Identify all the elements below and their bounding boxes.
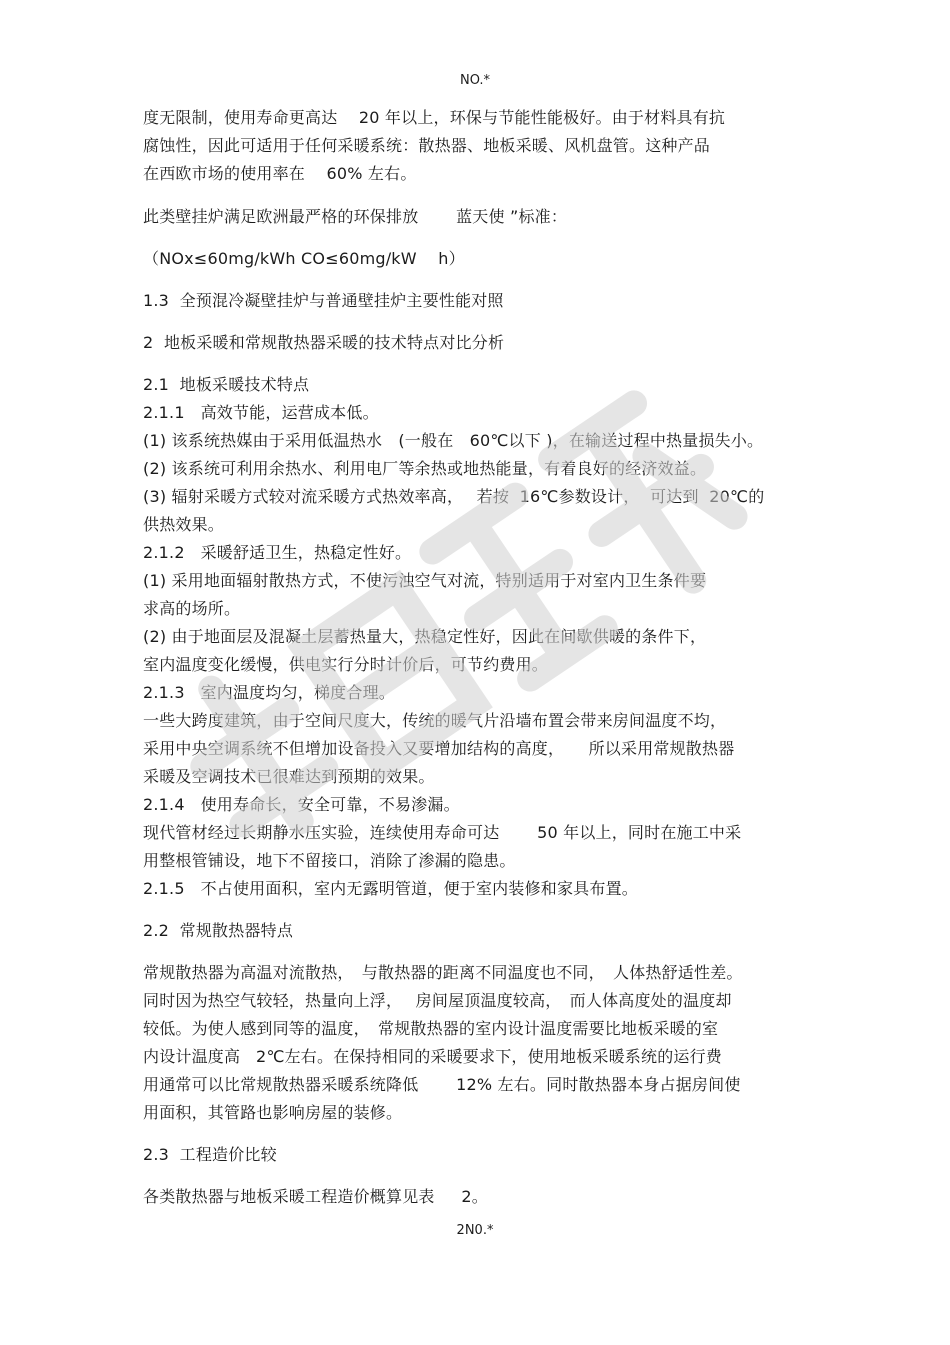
text-line: 采用中央空调系统不但增加设备投入又要增加结构的高度， 所以采用常规散热器 (143, 739, 735, 758)
text-line: 同时因为热空气较轻，热量向上浮， 房间屋顶温度较高， 而人体高度处的温度却 (143, 991, 732, 1010)
text-line: 室内温度变化缓慢，供电实行分时计价后，可节约费用。 (143, 655, 549, 674)
text-line: 各类散热器与地板采暖工程造价概算见表 2。 (143, 1187, 488, 1206)
text-line: 2 地板采暖和常规散热器采暖的技术特点对比分析 (143, 333, 505, 352)
text-line: 用面积，其管路也影响房屋的装修。 (143, 1103, 403, 1122)
text-line: 用整根管铺设，地下不留接口，消除了渗漏的隐患。 (143, 851, 516, 870)
text-line: 度无限制，使用寿命更高达 20 年以上，环保与节能性能极好。由于材料具有抗 (143, 108, 726, 127)
text-line: (1) 采用地面辐射散热方式，不使污浊空气对流，特别适用于对室内卫生条件要 (143, 571, 707, 590)
text-line: 2.2 常规散热器特点 (143, 921, 294, 940)
text-line: 此类壁挂炉满足欧洲最严格的环保排放 蓝天使 ”标准： (143, 207, 568, 226)
text-line: 2.3 工程造价比较 (143, 1145, 277, 1164)
text-line: 用通常可以比常规散热器采暖系统降低 12% 左右。同时散热器本身占据房间使 (143, 1075, 741, 1094)
text-line: 一些大跨度建筑，由于空间尺度大，传统的暖气片沿墙布置会带来房间温度不均， (143, 711, 727, 730)
text-line: 2.1.1 高效节能，运营成本低。 (143, 403, 379, 422)
text-line: 常规散热器为高温对流散热， 与散热器的距离不同温度也不同， 人体热舒适性差。 (143, 963, 743, 982)
text-line: (2) 该系统可利用余热水、利用电厂等余热或地热能量，有着良好的经济效益。 (143, 459, 707, 478)
text-line: 2.1.3 室内温度均匀，梯度合理。 (143, 683, 395, 702)
text-line: 采暖及空调技术已很难达到预期的效果。 (143, 767, 435, 786)
text-line: (1) 该系统热媒由于采用低温热水 (一般在 60℃以下 )，在输送过程中热量损失小。 (143, 431, 764, 450)
text-line: 内设计温度高 2℃左右。在保持相同的采暖要求下，使用地板采暖系统的运行费 (143, 1047, 723, 1066)
text-line: 2.1.4 使用寿命长，安全可靠，不易渗漏。 (143, 795, 460, 814)
text-line: 2.1.5 不占使用面积，室内无露明管道，便于室内装修和家具布置。 (143, 879, 638, 898)
text-line: 较低。为使人感到同等的温度， 常规散热器的室内设计温度需要比地板采暖的室 (143, 1019, 719, 1038)
text-line: 2.1 地板采暖技术特点 (143, 375, 310, 394)
text-line: 求高的场所。 (143, 599, 241, 618)
text-line: 现代管材经过长期静水压实验，连续使用寿命可达 50 年以上，同时在施工中采 (143, 823, 742, 842)
text-line: （NOx≤60mg/kWh CO≤60mg/kW h） (143, 249, 465, 268)
text-line: 在西欧市场的使用率在 60% 左右。 (143, 164, 417, 183)
page-header: NO.* (459, 73, 491, 88)
text-line: (3) 辐射采暖方式较对流采暖方式热效率高， 若按 16℃参数设计， 可达到 20℃的 (143, 487, 765, 506)
text-line: 腐蚀性，因此可适用于任何采暖系统：散热器、地板采暖、风机盘管。这种产品 (143, 136, 711, 155)
text-line: (2) 由于地面层及混凝土层蓄热量大，热稳定性好，因此在间歇供暖的条件下， (143, 627, 707, 646)
text-line: 供热效果。 (143, 515, 225, 534)
page-footer: 2N0.* (456, 1223, 494, 1238)
text-line: 1.3 全预混冷凝壁挂炉与普通壁挂炉主要性能对照 (143, 291, 504, 310)
text-line: 2.1.2 采暖舒适卫生，热稳定性好。 (143, 543, 412, 562)
